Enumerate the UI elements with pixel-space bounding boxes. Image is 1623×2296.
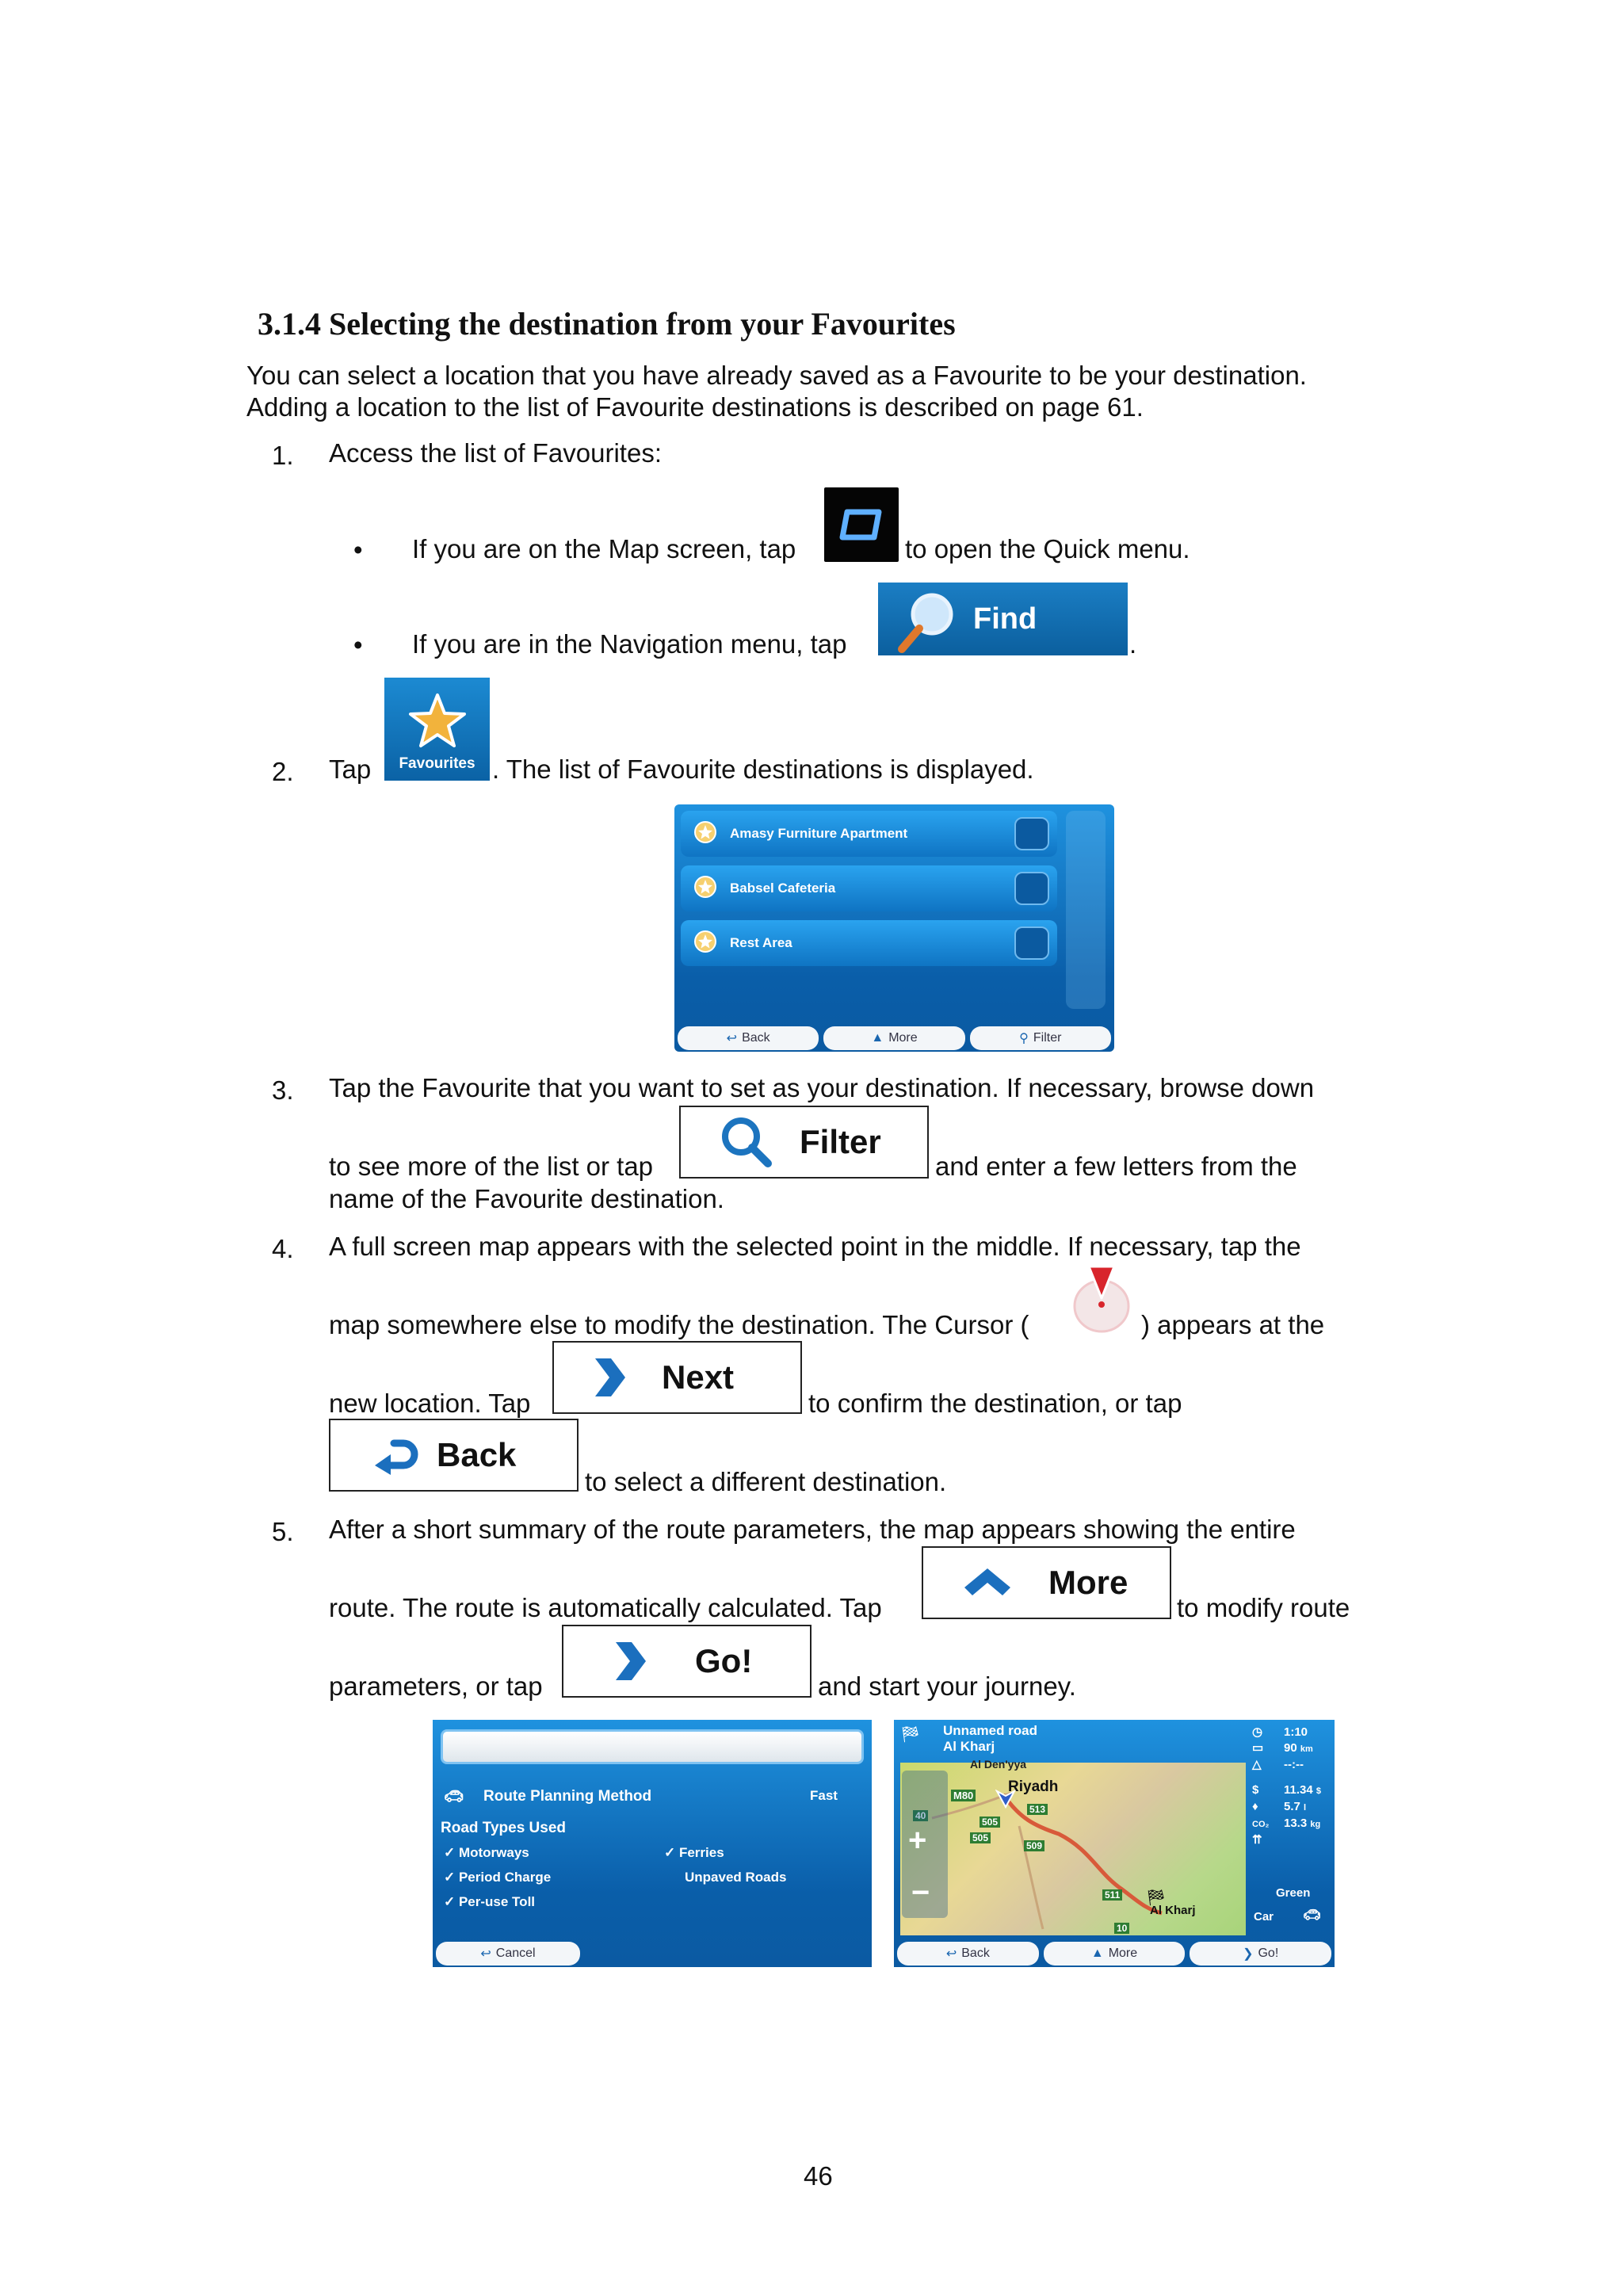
step-text: route. The route is automatically calculated. Tap bbox=[329, 1593, 882, 1622]
road-number: 511 bbox=[1102, 1889, 1122, 1901]
step-text: to select a different destination. bbox=[585, 1467, 947, 1496]
quick-menu-button[interactable] bbox=[824, 487, 899, 562]
back-icon: ↩ bbox=[480, 1947, 491, 1961]
step-text: If you are in the Navigation menu, tap bbox=[412, 629, 847, 659]
warning-value: --:-- bbox=[1284, 1758, 1304, 1771]
favourites-button[interactable] bbox=[384, 678, 490, 781]
next-button[interactable] bbox=[552, 1341, 802, 1414]
chevron-right-icon bbox=[611, 1639, 647, 1683]
speed-icon: ▭ bbox=[1252, 1741, 1264, 1755]
fuel-info bbox=[1252, 1799, 1330, 1816]
co2-unit: kg bbox=[1310, 1820, 1321, 1829]
road-type-item: ✓ Period Charge bbox=[444, 1870, 552, 1885]
delete-icon[interactable] bbox=[1014, 817, 1049, 850]
bottom-bar bbox=[433, 1937, 583, 1967]
filter-button[interactable] bbox=[679, 1106, 929, 1179]
speed-value: 90 bbox=[1284, 1741, 1297, 1755]
zoom-in-icon[interactable]: + bbox=[908, 1823, 927, 1858]
section-heading: 3.1.4 Selecting the destination from your Favourites bbox=[258, 306, 956, 342]
favourite-pin-icon bbox=[692, 820, 719, 847]
next-label: Next bbox=[662, 1358, 735, 1396]
co2-value: 13.3 bbox=[1284, 1817, 1308, 1830]
find-button-label: Find bbox=[973, 602, 1037, 636]
chevron-up-icon: ▲ bbox=[871, 1031, 884, 1045]
step-text: Tap bbox=[329, 755, 372, 784]
back-icon: ↩ bbox=[945, 1947, 957, 1961]
clock-icon: ◷ bbox=[1252, 1725, 1263, 1739]
time-value: 1:10 bbox=[1284, 1725, 1308, 1739]
step-text: parameters, or tap bbox=[329, 1671, 543, 1701]
step-text: to see more of the list or tap bbox=[329, 1152, 654, 1181]
step-text: A full screen map appears with the selected point in the middle. If necessary, tap the bbox=[329, 1232, 1301, 1261]
cost-icon: $ bbox=[1252, 1783, 1259, 1797]
step-text: If you are on the Map screen, tap bbox=[412, 534, 796, 563]
road-number: 505 bbox=[970, 1832, 991, 1843]
road-type-label: Ferries bbox=[678, 1845, 724, 1860]
step-number: 5. bbox=[272, 1517, 294, 1546]
road-type-item: Unpaved Roads bbox=[685, 1870, 787, 1885]
step-text: new location. Tap bbox=[329, 1389, 531, 1418]
fuel-value: 5.7 bbox=[1284, 1800, 1300, 1813]
back-label: Back bbox=[742, 1031, 770, 1045]
road-number: 509 bbox=[1024, 1840, 1044, 1851]
scrollbar[interactable] bbox=[1066, 811, 1106, 1009]
step-text: map somewhere else to modify the destination. The Cursor ( bbox=[329, 1310, 1029, 1339]
delete-icon[interactable] bbox=[1014, 872, 1049, 905]
route-method-value: Fast bbox=[810, 1788, 838, 1803]
vehicle-label: Car bbox=[1254, 1910, 1274, 1924]
go-label: Go! bbox=[1258, 1946, 1279, 1960]
cost-value: 11.34 bbox=[1284, 1783, 1313, 1797]
back-label: Back bbox=[961, 1946, 990, 1960]
step-number: 4. bbox=[272, 1234, 294, 1263]
chevron-right-icon: ❯ bbox=[1243, 1947, 1254, 1961]
page-number: 46 bbox=[804, 2161, 833, 2191]
cursor-icon bbox=[1070, 1260, 1133, 1335]
step-number: 2. bbox=[272, 757, 294, 786]
favourite-item-label: Rest Area bbox=[730, 935, 792, 950]
step-text: ) appears at the bbox=[1141, 1310, 1325, 1339]
more-button[interactable] bbox=[1044, 1942, 1186, 1966]
back-label: Back bbox=[437, 1436, 517, 1473]
step-text: to open the Quick menu. bbox=[905, 534, 1190, 563]
more-button[interactable] bbox=[922, 1546, 1171, 1619]
step-text: Access the list of Favourites: bbox=[329, 438, 662, 468]
fuel-icon: ♦ bbox=[1252, 1800, 1258, 1813]
more-button[interactable] bbox=[823, 1026, 964, 1050]
checkered-flag-icon: 🏁︎ bbox=[900, 1726, 921, 1744]
bullet: • bbox=[353, 535, 363, 564]
favourite-pin-icon bbox=[692, 930, 719, 957]
favourite-item[interactable] bbox=[681, 811, 1057, 857]
back-button[interactable] bbox=[678, 1026, 819, 1050]
car-icon: 🚗︎ bbox=[444, 1788, 464, 1805]
road-type-label: Motorways bbox=[458, 1845, 529, 1860]
route-map-screen bbox=[894, 1720, 1335, 1967]
time-info bbox=[1252, 1725, 1330, 1740]
route-summary-screen bbox=[433, 1720, 872, 1967]
quick-menu-icon bbox=[839, 509, 884, 541]
go-button[interactable] bbox=[1190, 1942, 1331, 1966]
step-text: to modify route bbox=[1177, 1593, 1350, 1622]
trip-info-panel bbox=[1252, 1725, 1330, 1848]
favourite-item[interactable] bbox=[681, 865, 1057, 911]
road-type-item: ✓ Per-use Toll bbox=[444, 1894, 536, 1909]
bottom-bar bbox=[894, 1937, 1335, 1967]
step-text: Tap the Favourite that you want to set as your destination. If necessary, browse down bbox=[329, 1073, 1315, 1102]
favourite-item-label: Babsel Cafeteria bbox=[730, 881, 836, 896]
search-icon: ⚲ bbox=[1019, 1032, 1029, 1045]
bullet: • bbox=[353, 630, 363, 659]
step-text: to confirm the destination, or tap bbox=[808, 1389, 1182, 1418]
back-icon: ↩ bbox=[726, 1032, 738, 1045]
go-label: Go! bbox=[695, 1642, 753, 1679]
road-number: M80 bbox=[951, 1790, 976, 1801]
intro-line-2: Adding a location to the list of Favourite destinations is described on page 61. bbox=[246, 392, 1144, 422]
road-type-label: Per-use Toll bbox=[458, 1894, 536, 1909]
filter-label: Filter bbox=[1033, 1031, 1062, 1045]
delete-icon[interactable] bbox=[1014, 926, 1049, 960]
road-number: 40 bbox=[913, 1810, 928, 1821]
road-number: 10 bbox=[1114, 1923, 1129, 1934]
step-text: and start your journey. bbox=[818, 1671, 1076, 1701]
route-progress-bar bbox=[441, 1729, 864, 1764]
find-button[interactable] bbox=[878, 583, 1128, 655]
intro-line-1: You can select a location that you have already saved as a Favourite to be your destination. bbox=[246, 361, 1307, 390]
warning-info bbox=[1252, 1757, 1330, 1773]
back-button[interactable] bbox=[897, 1942, 1039, 1966]
more-label: More bbox=[1048, 1564, 1128, 1601]
zoom-out-icon[interactable]: − bbox=[911, 1875, 930, 1910]
chevron-right-icon bbox=[590, 1355, 627, 1400]
more-label: More bbox=[1108, 1946, 1138, 1960]
road-type-item: ✓ Ferries bbox=[664, 1845, 724, 1860]
favourite-item[interactable] bbox=[681, 920, 1057, 966]
back-button[interactable] bbox=[329, 1419, 579, 1492]
step-number: 1. bbox=[272, 441, 294, 470]
step-text: and enter a few letters from the bbox=[935, 1152, 1297, 1181]
road-city: Al Kharj bbox=[943, 1739, 995, 1754]
road-number: 505 bbox=[980, 1817, 1000, 1828]
back-arrow-icon bbox=[372, 1435, 421, 1475]
filter-button[interactable] bbox=[970, 1026, 1111, 1050]
step-text: . bbox=[1129, 629, 1137, 659]
favourites-button-label: Favourites bbox=[399, 755, 475, 772]
cost-info bbox=[1252, 1782, 1330, 1799]
road-type-label: Period Charge bbox=[458, 1870, 552, 1885]
step-text: name of the Favourite destination. bbox=[329, 1184, 724, 1213]
step-text: . The list of Favourite destinations is displayed. bbox=[492, 755, 1034, 784]
speed-info bbox=[1252, 1740, 1330, 1757]
chevron-up-icon bbox=[963, 1567, 1012, 1599]
more-label: More bbox=[888, 1031, 918, 1045]
cancel-button[interactable] bbox=[436, 1942, 580, 1966]
traffic-icon: ⇈ bbox=[1252, 1833, 1262, 1847]
place-label: Al Den'yya bbox=[970, 1758, 1027, 1771]
road-types-title: Road Types Used bbox=[441, 1820, 567, 1836]
map-view[interactable] bbox=[900, 1758, 1246, 1935]
cancel-label: Cancel bbox=[495, 1946, 536, 1960]
warning-icon: △ bbox=[1252, 1758, 1262, 1771]
step-text: After a short summary of the route parameters, the map appears showing the entire bbox=[329, 1515, 1296, 1544]
fuel-unit: l bbox=[1304, 1803, 1307, 1813]
road-number: 513 bbox=[1027, 1804, 1048, 1815]
favourites-list-screen bbox=[674, 804, 1114, 1052]
search-icon bbox=[719, 1114, 774, 1170]
magnifier-icon bbox=[896, 587, 964, 654]
star-icon bbox=[407, 692, 468, 749]
favourite-pin-icon bbox=[692, 875, 719, 902]
checkered-flag-icon: 🏁︎ bbox=[1146, 1889, 1167, 1907]
route-mode-label: Green bbox=[1276, 1886, 1311, 1900]
co2-info bbox=[1252, 1816, 1330, 1832]
car-icon: 🚗︎ bbox=[1303, 1907, 1321, 1923]
speed-unit: km bbox=[1300, 1744, 1313, 1754]
bottom-bar bbox=[674, 1022, 1114, 1052]
filter-label: Filter bbox=[800, 1123, 881, 1160]
cost-unit: $ bbox=[1316, 1786, 1322, 1796]
favourite-item-label: Amasy Furniture Apartment bbox=[730, 826, 908, 841]
step-number: 3. bbox=[272, 1075, 294, 1105]
route-method-label: Route Planning Method bbox=[483, 1788, 652, 1805]
place-label: Riyadh bbox=[1008, 1778, 1059, 1795]
road-type-item: ✓ Motorways bbox=[444, 1845, 529, 1860]
go-button[interactable] bbox=[562, 1625, 812, 1698]
chevron-up-icon: ▲ bbox=[1090, 1946, 1104, 1960]
co2-label: CO₂ bbox=[1252, 1820, 1270, 1829]
place-label: Al Kharj bbox=[1150, 1904, 1196, 1917]
road-name: Unnamed road bbox=[943, 1723, 1038, 1738]
